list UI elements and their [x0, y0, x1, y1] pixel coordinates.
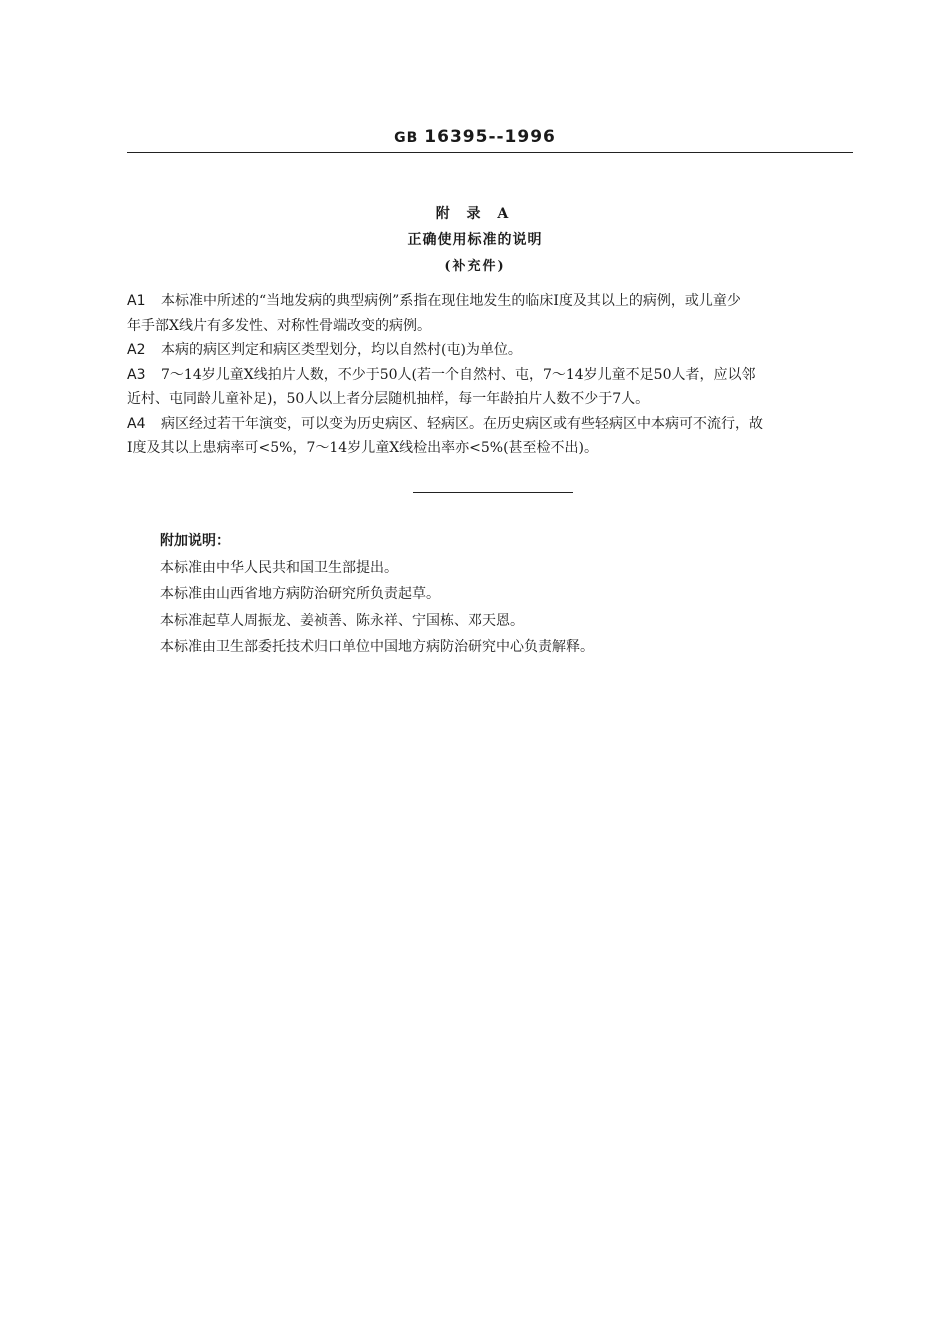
page-header: [0, 127, 950, 147]
clause-text: 7～14岁儿童X线拍片人数，不少于50人(若一个自然村、屯，7～14岁儿童不足50人者，应以邻: [161, 366, 756, 383]
clause-number: A2: [127, 342, 146, 358]
clause-number: A1: [127, 293, 146, 309]
clause-text-continued: Ⅰ度及其以上患病率可<5%，7～14岁儿童X线检出率亦<5%(甚至检不出)。: [127, 440, 599, 456]
clause-text: 本标准中所述的“当地发病的典型病例”系指在现住地发生的临床Ⅰ度及其以上的病例，或儿童少: [161, 293, 741, 309]
clause-list: [127, 289, 855, 461]
clause-text-continued: 年手部X线片有多发性、对称性骨端改变的病例。: [127, 317, 431, 334]
additional-note-line: 本标准由卫生部委托技术归口单位中国地方病防治研究中心负责解释。: [160, 639, 594, 655]
appendix-note: (补充件): [444, 259, 506, 274]
clause-number: A3: [127, 366, 146, 383]
clause-a2: [127, 338, 855, 363]
additional-notes-heading: 附加说明：: [160, 533, 230, 549]
clause-text: 病区经过若干年演变，可以变为历史病区、轻病区。在历史病区或有些轻病区中本病可不流行，故: [161, 415, 763, 432]
additional-notes: [160, 528, 800, 661]
clause-a1: [127, 289, 855, 338]
appendix-subtitle: 正确使用标准的说明: [407, 232, 543, 248]
section-divider: [413, 492, 573, 493]
standard-prefix: GB: [394, 130, 419, 146]
clause-a3: [127, 363, 855, 412]
standard-number: 16395--1996: [424, 127, 556, 147]
clause-text: 本病的病区判定和病区类型划分，均以自然村(屯)为单位。: [161, 342, 522, 358]
clause-number: A4: [127, 415, 146, 432]
clause-text-continued: 近村、屯同龄儿童补足)，50人以上者分层随机抽样，每一年龄拍片人数不少于7人。: [127, 391, 650, 407]
clause-a4: [127, 412, 855, 461]
additional-note-line: 本标准由中华人民共和国卫生部提出。: [160, 559, 398, 576]
additional-note-line: 本标准由山西省地方病防治研究所负责起草。: [160, 586, 440, 602]
header-divider: [127, 152, 853, 153]
appendix-title: 附 录 A: [435, 206, 515, 222]
additional-note-line: 本标准起草人周振龙、姜祯善、陈永祥、宁国栋、邓天恩。: [160, 612, 524, 629]
